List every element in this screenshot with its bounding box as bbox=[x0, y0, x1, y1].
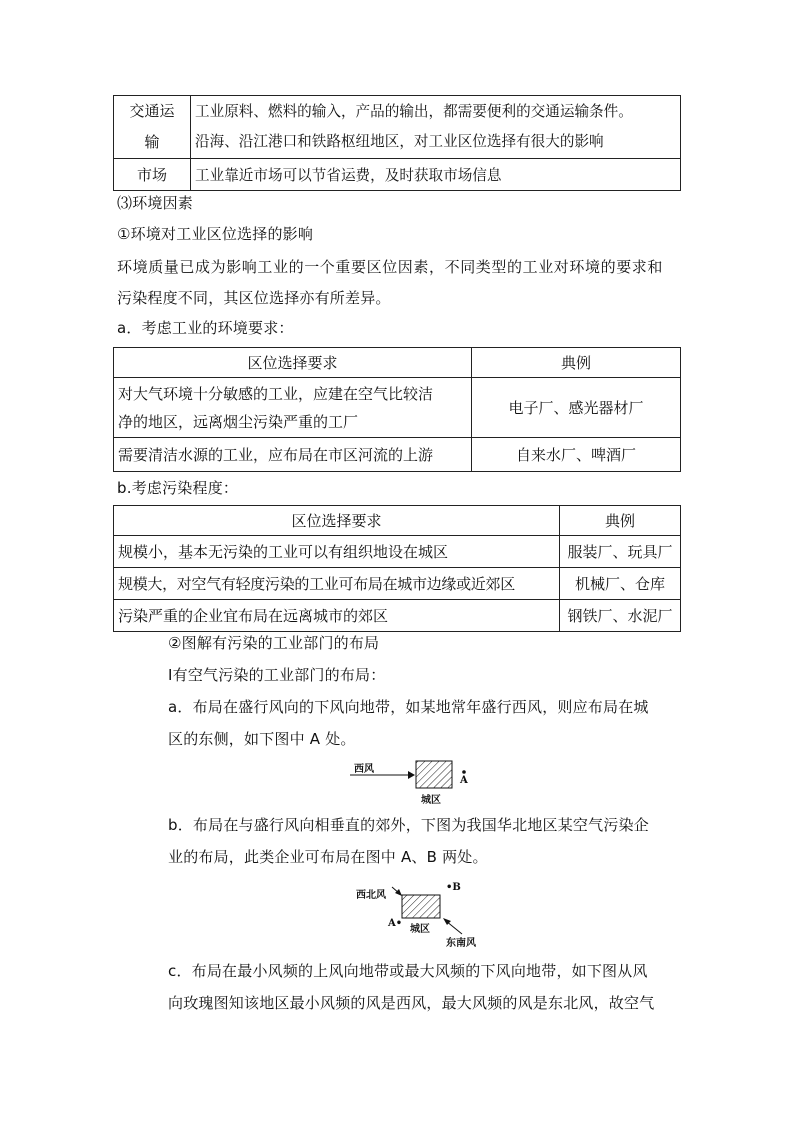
table-row bbox=[114, 536, 681, 568]
item-c-line1: c．布局在最小风频的上风向地带或最大风频的下风向地带，如下图从风 bbox=[168, 962, 648, 980]
req-cell: 规模大，对空气有轻度污染的工业可布局在城市边缘或近郊区 bbox=[114, 568, 560, 600]
point-a-dot bbox=[462, 770, 466, 774]
point-a-label: A• bbox=[388, 918, 403, 929]
example-cell: 机械厂、仓库 bbox=[560, 568, 681, 600]
city-area-rect bbox=[416, 761, 452, 788]
item-a-line1: a．布局在盛行风向的下风向地带，如某地常年盛行西风，则应布局在城 bbox=[168, 698, 649, 716]
city-area-rect bbox=[402, 895, 440, 918]
se-wind-label: 东南风 bbox=[446, 938, 476, 949]
desc-cell: 工业靠近市场可以节省运费，及时获取市场信息 bbox=[191, 159, 681, 191]
para1-line1: 环境质量已成为影响工业的一个重要区位因素，不同类型的工业对环境的要求和 bbox=[117, 258, 664, 276]
header-req: 区位选择要求 bbox=[114, 348, 472, 378]
table-row bbox=[114, 438, 681, 472]
factor-cell: 交通运 输 bbox=[114, 96, 191, 159]
diagram-perpendicular-winds bbox=[358, 880, 488, 950]
req-cell: 对大气环境十分敏感的工业，应建在空气比较洁 净的地区，远离烟尘污染严重的工厂 bbox=[114, 378, 472, 438]
header-req: 区位选择要求 bbox=[114, 506, 560, 536]
table-row bbox=[114, 378, 681, 438]
table-header-row bbox=[114, 348, 681, 378]
item-b-line1: b．布局在与盛行风向相垂直的郊外，下图为我国华北地区某空气污染企 bbox=[168, 816, 649, 834]
wind-arrowhead bbox=[408, 771, 415, 779]
req-cell: 需要清洁水源的工业，应布局在市区河流的上游 bbox=[114, 438, 472, 472]
example-cell: 电子厂、感光器材厂 bbox=[472, 378, 681, 438]
a-heading: a．考虑工业的环境要求： bbox=[117, 319, 294, 337]
env-table bbox=[113, 347, 681, 472]
point-a-label: A bbox=[460, 775, 468, 786]
nw-wind-label: 西北风 bbox=[356, 890, 386, 901]
table-row bbox=[114, 159, 681, 191]
roman1-title: Ⅰ有空气污染的工业部门的布局： bbox=[168, 666, 386, 684]
diagram-west-wind bbox=[350, 758, 480, 808]
pollution-table bbox=[113, 505, 681, 632]
factor-table bbox=[113, 95, 681, 191]
req-cell: 污染严重的企业宜布局在远离城市的郊区 bbox=[114, 600, 560, 632]
city-area-label: 城区 bbox=[421, 795, 441, 806]
item-a-line2: 区的东侧，如下图中 A 处。 bbox=[168, 730, 356, 748]
example-cell: 钢铁厂、水泥厂 bbox=[560, 600, 681, 632]
point-b-label: •B bbox=[446, 882, 461, 893]
header-example: 典例 bbox=[472, 348, 681, 378]
para1-line2: 污染程度不同，其区位选择亦有所差异。 bbox=[117, 289, 391, 307]
section3-title: ⑶环境因素 bbox=[117, 194, 194, 212]
factor-cell: 市场 bbox=[114, 159, 191, 191]
b-heading: b.考虑污染程度： bbox=[117, 479, 239, 497]
city-area-label: 城区 bbox=[410, 924, 430, 935]
header-example: 典例 bbox=[560, 506, 681, 536]
sub1-title: ①环境对工业区位选择的影响 bbox=[117, 225, 314, 243]
req-cell: 规模小，基本无污染的工业可以有组织地设在城区 bbox=[114, 536, 560, 568]
wind-label: 西风 bbox=[354, 764, 374, 775]
example-cell: 自来水厂、啤酒厂 bbox=[472, 438, 681, 472]
table-row bbox=[114, 600, 681, 632]
table-row bbox=[114, 568, 681, 600]
example-cell: 服装厂、玩具厂 bbox=[560, 536, 681, 568]
table-header-row bbox=[114, 506, 681, 536]
item-b-line2: 业的布局，此类企业可布局在图中 A、B 两处。 bbox=[168, 848, 488, 866]
sub2-title: ②图解有污染的工业部门的布局 bbox=[168, 634, 380, 652]
table-row bbox=[114, 96, 681, 159]
desc-cell: 工业原料、燃料的输入，产品的输出，都需要便利的交通运输条件。 沿海、沿江港口和铁路枢纽地区，对工业区位选择有很大的影响 bbox=[191, 96, 681, 159]
item-c-line2: 向玫瑰图知该地区最小风频的风是西风，最大风频的风是东北风，故空气 bbox=[168, 994, 655, 1012]
